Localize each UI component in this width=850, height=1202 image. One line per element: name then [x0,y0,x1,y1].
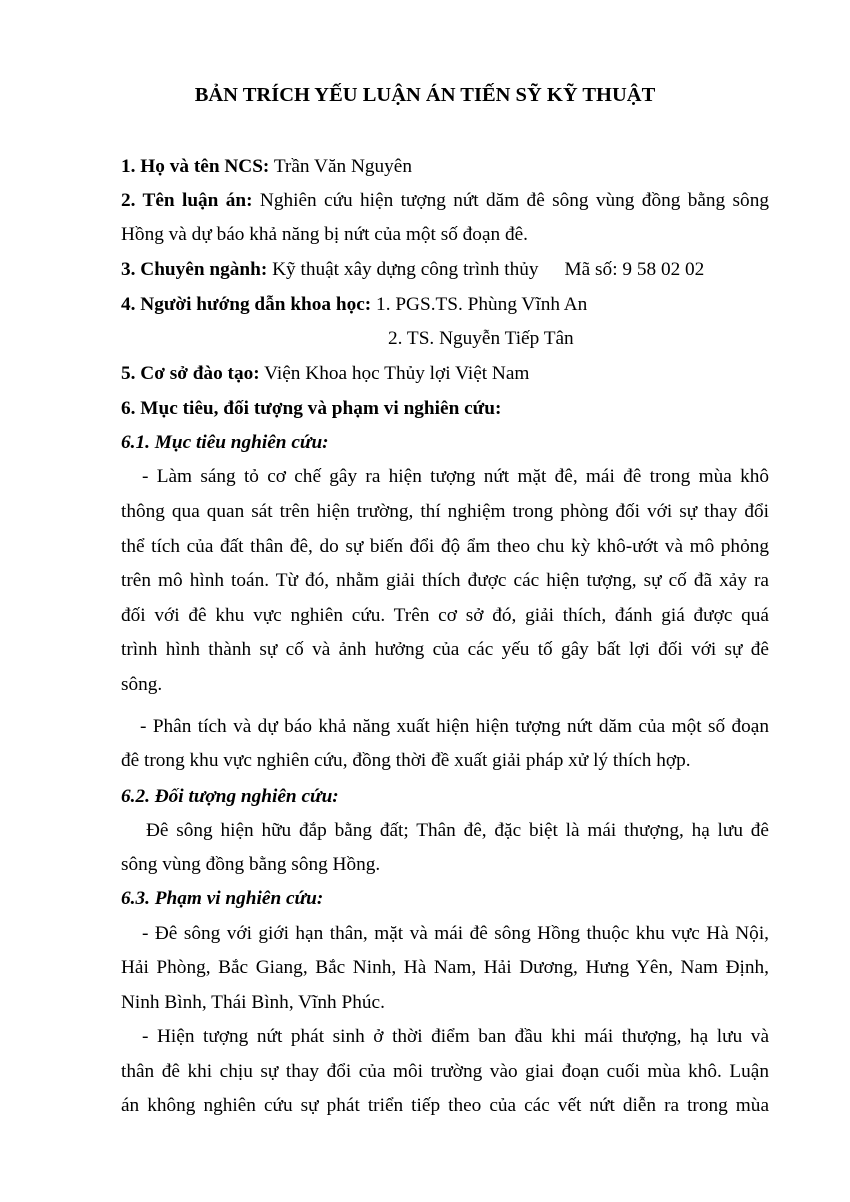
thesis-title-value-line1: Nghiên cứu hiện tượng nứt dăm đê sông vùng đồng bằng sông [252,190,769,211]
institution-row [121,361,769,387]
s61-p1-line6: trình hình thành sự cố và ảnh hưởng của các yếu tố gây bất lợi đối với sự đê [121,639,769,660]
s62-p1-line2: sông vùng đồng bằng sông Hồng. [121,854,381,875]
major-value: Kỹ thuật xây dựng công trình thủy [267,259,539,280]
s62-p1-line1: Đê sông hiện hữu đắp bằng đất; Thân đê, đặc biệt là mái thượng, hạ lưu đê [146,820,769,841]
candidate-name-label: 1. Họ và tên NCS: [121,156,270,177]
major-row [121,257,769,283]
institution-label: 5. Cơ sở đào tạo: [121,363,260,384]
advisor-1: 1. PGS.TS. Phùng Vĩnh An [371,294,588,315]
s61-p2-line1: - Phân tích và dự báo khả năng xuất hiện hiện tượng nứt dăm của một số đoạn [140,716,769,737]
thesis-title-value-line2: Hồng và dự báo khả năng bị nứt của một số đoạn đê. [121,224,528,245]
section-6-heading: 6. Mục tiêu, đối tượng và phạm vi nghiên cứu: [121,398,502,419]
s63-p2-line2: thân đê khi chịu sự thay đổi của môi trường vào giai đoạn cuối mùa khô. Luận [121,1061,769,1082]
section-6-3-heading: 6.3. Phạm vi nghiên cứu: [121,888,324,909]
s61-p1-line7: sông. [121,674,163,695]
s61-p1-line5: đối với đê khu vực nghiên cứu. Trên cơ sở đó, giải thích, đánh giá được quá [121,605,769,626]
s63-p1-line3: Ninh Bình, Thái Bình, Vĩnh Phúc. [121,992,385,1013]
advisor-2: 2. TS. Nguyễn Tiếp Tân [388,328,574,349]
advisor-row [121,292,769,318]
s63-p1-line2: Hải Phòng, Bắc Giang, Bắc Ninh, Hà Nam, Hải Dương, Hưng Yên, Nam Định, [121,957,769,978]
section-6-2-heading: 6.2. Đối tượng nghiên cứu: [121,786,339,807]
s61-p1-line4: trên mô hình toán. Từ đó, nhằm giải thích được các hiện tượng, sự cố đã xảy ra [121,570,769,591]
major-label: 3. Chuyên ngành: [121,259,268,280]
s61-p1-line1: - Làm sáng tỏ cơ chế gây ra hiện tượng nứt mặt đê, mái đê trong mùa khô [142,466,769,487]
candidate-name-value: Trần Văn Nguyên [269,156,413,177]
s63-p2-line1: - Hiện tượng nứt phát sinh ở thời điểm ban đầu khi mái thượng, hạ lưu và [142,1026,769,1047]
major-code: Mã số: 9 58 02 02 [564,259,705,280]
s61-p1-line3: thể tích của đất thân đê, do sự biến đổi độ ẩm theo chu kỳ khô-ướt và mô phỏng [121,536,769,557]
s61-p2-line2: đê trong khu vực nghiên cứu, đồng thời đề xuất giải pháp xử lý thích hợp. [121,750,691,771]
document-title: BẢN TRÍCH YẾU LUẬN ÁN TIẾN SỸ KỸ THUẬT [194,84,656,106]
thesis-title-label: 2. Tên luận án: [121,190,253,211]
s63-p1-line1: - Đê sông với giới hạn thân, mặt và mái đê sông Hồng thuộc khu vực Hà Nội, [142,923,769,944]
advisor-label: 4. Người hướng dẫn khoa học: [121,294,372,315]
s61-p1-line2: thông qua quan sát trên hiện trường, thí nghiệm trong phòng đối với sự thay đổi [121,501,769,522]
section-6-1-heading: 6.1. Mục tiêu nghiên cứu: [121,432,329,453]
s63-p2-line3: án không nghiên cứu sự phát triển tiếp theo của các vết nứt diễn ra trong mùa [121,1095,769,1116]
institution-value: Viện Khoa học Thủy lợi Việt Nam [259,363,530,384]
thesis-title-row [121,188,769,214]
candidate-name-row [121,154,769,180]
